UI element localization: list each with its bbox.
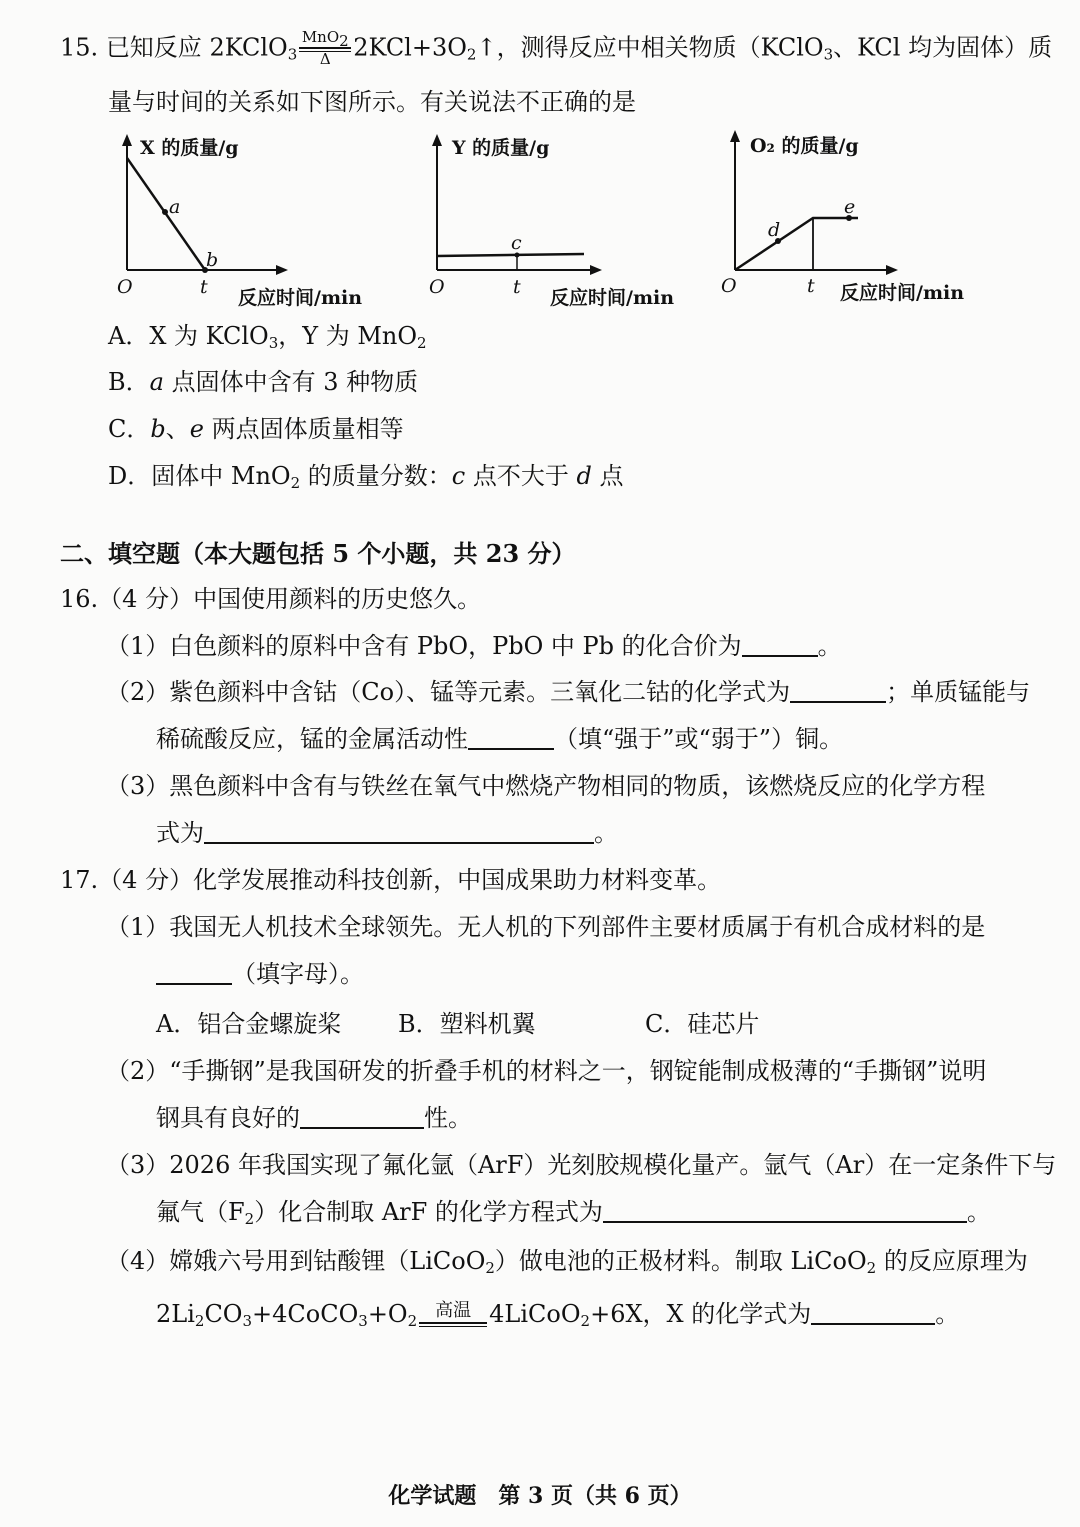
q15-option-c: C．b、e 两点固体质量相等 [108, 415, 404, 443]
x-axis-arrow [886, 265, 898, 275]
graph-o2-svg [718, 124, 998, 308]
q17-part1: （1）我国无人机技术全球领先。无人机的下列部件主要材质属于有机合成材料的是 [106, 913, 986, 941]
point-c-label: c [511, 232, 522, 254]
x-axis-arrow [590, 265, 602, 275]
graph-y-mass [420, 128, 680, 308]
graph-x-xlabel: 反应时间/min [238, 287, 363, 309]
t-label: t [513, 276, 521, 298]
graph-o2-ylabel: O₂ 的质量/g [750, 135, 859, 157]
q15-line1: 15. 已知反应 2KClO$_3$ MnO$_2$ Δ $2KCl+3O_2↑$，测得反应中相关物质（KClO$_3$、KCl 均为固体）质 [60, 28, 1053, 68]
y-axis-arrow [122, 134, 132, 146]
q15-option-d: D．固体中 MnO$_2$ 的质量分数：c 点不大于 d 点 [108, 462, 624, 492]
point-d-label: d [768, 219, 781, 241]
point-b-label: b [206, 249, 219, 271]
q15-option-b: B．a 点固体中含有 3 种物质 [108, 368, 419, 396]
graph-x-svg [110, 128, 370, 308]
answer-blank[interactable] [742, 633, 818, 657]
q17-part3: （3）2026 年我国实现了氟化氩（ArF）光刻胶规模化量产。氩气（Ar）在一定条件下与 [106, 1151, 1057, 1179]
q17-part2b: 钢具有良好的 性。 [156, 1104, 472, 1132]
point-a-label: a [169, 196, 181, 218]
t-label: t [807, 275, 815, 297]
q16-part2b: 稀硫酸反应，锰的金属活动性 （填“强于”或“弱于”）铜。 [156, 725, 844, 753]
q17-part1b: （填字母）。 [156, 960, 364, 989]
q16-part3: （3）黑色颜料中含有与铁丝在氧气中燃烧产物相同的物质，该燃烧反应的化学方程 [106, 772, 986, 800]
q16-part3b: 式为 。 [156, 819, 618, 847]
origin-label: O [429, 276, 445, 298]
section-2-title: 二、填空题（本大题包括 5 个小题，共 23 分） [60, 539, 576, 568]
q17-option-a: A．铝合金螺旋桨 [156, 1010, 342, 1038]
answer-blank[interactable] [468, 726, 554, 750]
answer-blank[interactable] [300, 1105, 424, 1129]
q16-head: 16.（4 分）中国使用颜料的历史悠久。 [60, 585, 482, 613]
answer-blank[interactable] [603, 1199, 967, 1223]
q15-line2: 量与时间的关系如下图所示。有关说法不正确的是 [108, 88, 636, 116]
graph-y-ylabel: Y 的质量/g [452, 137, 550, 159]
graph-y-svg [420, 128, 680, 308]
q17-part4: （4）嫦娥六号用到钴酸锂（LiCoO$_2$）做电池的正极材料。制取 LiCoO$_2$ 的反应原理为 [106, 1247, 1028, 1277]
t-label: t [200, 276, 208, 298]
answer-blank[interactable] [811, 1301, 935, 1325]
graph-x-mass [110, 128, 370, 308]
answer-blank[interactable] [790, 679, 886, 703]
reaction-condition-high-temp: 高温 [419, 1302, 487, 1327]
q17-head: 17.（4 分）化学发展推动科技创新，中国成果助力材料变革。 [60, 866, 722, 894]
answer-blank[interactable] [204, 820, 594, 844]
q15-number: 15. [60, 33, 99, 62]
y-mass-line [437, 254, 584, 256]
y-axis-arrow [730, 130, 740, 142]
q17-part2: （2）“手撕钢”是我国研发的折叠手机的材料之一，钢锭能制成极薄的“手撕钢”说明 [106, 1057, 987, 1085]
q17-option-b: B．塑料机翼 [398, 1010, 536, 1038]
point-a [162, 209, 168, 215]
graph-x-ylabel: X 的质量/g [140, 137, 239, 159]
reaction-condition: MnO$_2$ Δ [299, 30, 351, 68]
q17-equation: $2Li_2CO_3+4CoCO_3+O_2$ 高温 4LiCoO$_2$+6X，X 的化学式为 。 [156, 1300, 960, 1330]
x-axis-arrow [276, 265, 288, 275]
y-axis-arrow [432, 134, 442, 146]
q15-option-a: A．X 为 KClO$_3$，Y 为 MnO$_2$ [108, 322, 427, 352]
page-footer: 化学试题 第 3 页（共 6 页） [388, 1483, 692, 1509]
graph-y-xlabel: 反应时间/min [550, 287, 675, 309]
o2-mass-line [735, 218, 858, 270]
q16-part1: （1）白色颜料的原料中含有 PbO，PbO 中 Pb 的化合价为 。 [106, 632, 842, 660]
q17-part3b: 氟气$(F_2)$化合制取 ArF 的化学方程式为 。 [156, 1198, 991, 1228]
graph-o2-mass [718, 124, 998, 308]
q17-option-c: C．硅芯片 [645, 1010, 760, 1038]
point-e-label: e [844, 196, 856, 218]
answer-blank[interactable] [156, 961, 232, 985]
graph-o2-xlabel: 反应时间/min [840, 282, 965, 304]
origin-label: O [721, 275, 737, 297]
q16-part2: （2）紫色颜料中含钴（Co）、锰等元素。三氧化二钴的化学式为 ；单质锰能与 [106, 678, 1031, 706]
origin-label: O [117, 276, 133, 298]
